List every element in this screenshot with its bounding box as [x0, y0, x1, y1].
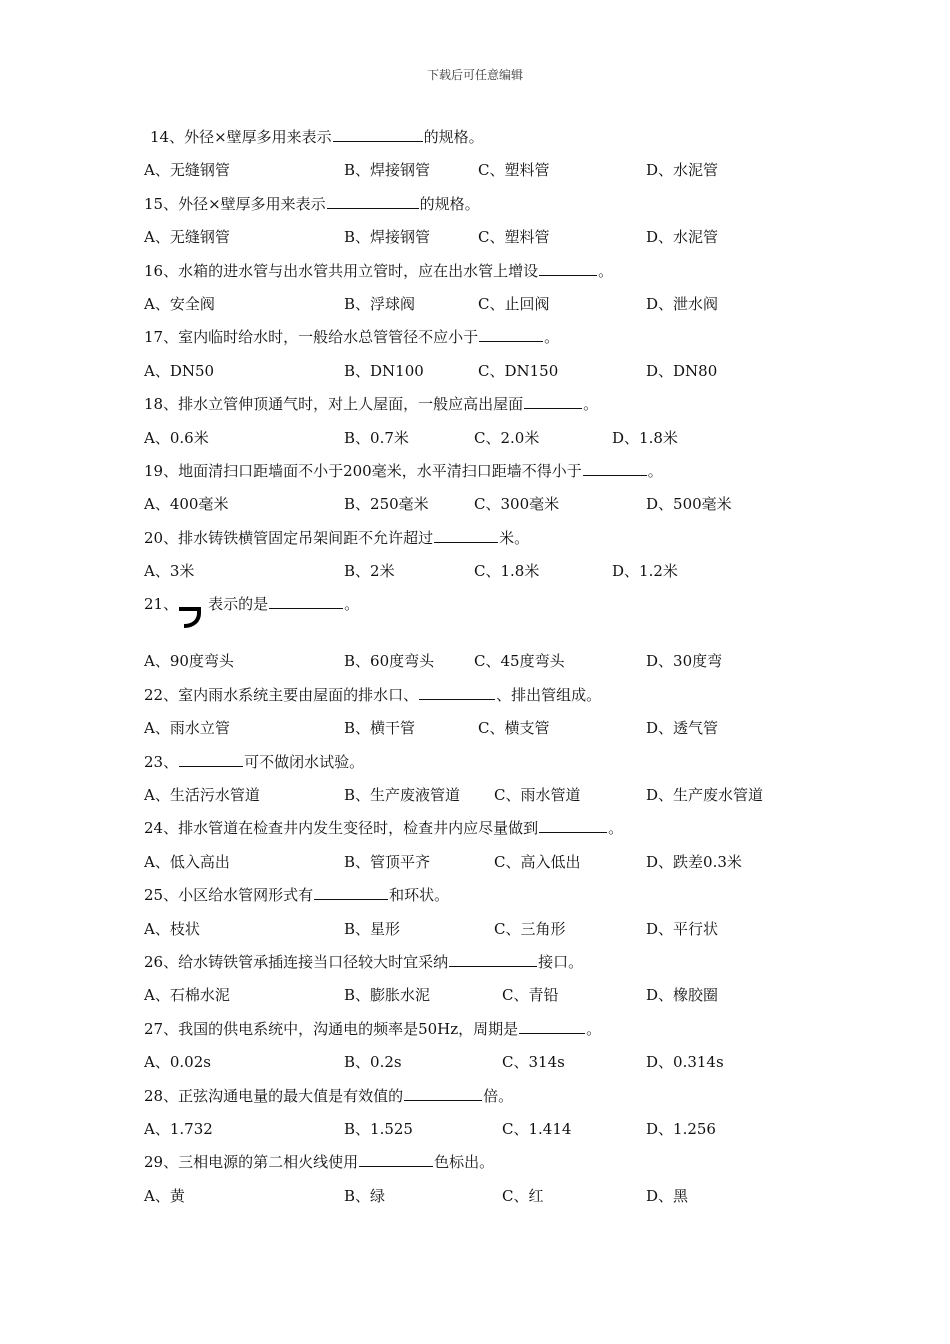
question-text: [144, 817, 623, 839]
option-c: C、314s: [502, 1053, 565, 1072]
option-a: A、1.732: [144, 1119, 213, 1138]
option-row: [0, 717, 950, 750]
question-suffix: 的规格。: [419, 194, 480, 213]
option-a: A、雨水立管: [144, 719, 230, 738]
option-a: A、低入高出: [144, 852, 230, 871]
option-d: D、1.8米: [612, 428, 678, 447]
option-b: B、管顶平齐: [344, 852, 431, 871]
question-suffix: 、排出管组成。: [496, 685, 602, 704]
option-a: A、石棉水泥: [144, 986, 230, 1005]
option-d: D、30度弯: [646, 652, 723, 671]
question-text: [144, 393, 598, 415]
question-text: [144, 527, 529, 549]
answer-blank: [404, 1085, 482, 1101]
question-text: [144, 326, 559, 348]
question-suffix: 可不做闭水试验。: [244, 752, 365, 771]
option-c: C、青铅: [502, 986, 559, 1005]
question-stem: [0, 1151, 950, 1184]
option-b: B、浮球阀: [344, 294, 416, 313]
option-c: C、1.8米: [474, 562, 540, 581]
question-suffix: 。: [598, 261, 614, 280]
question-prompt: 室内临时给水时，一般给水总管管径不应小于: [178, 328, 479, 347]
option-d: D、透气管: [646, 719, 719, 738]
question-stem: [0, 326, 950, 359]
question-suffix: 的规格。: [423, 128, 484, 146]
question-prompt: 给水铸铁管承插连接当口径较大时宜采纳: [178, 952, 449, 971]
answer-blank: [419, 684, 495, 700]
option-a: A、400毫米: [144, 495, 229, 514]
option-row: [0, 851, 950, 884]
question-stem: [0, 884, 950, 917]
option-b: B、星形: [344, 919, 401, 938]
question-text: [144, 1151, 494, 1173]
answer-blank: [583, 460, 647, 476]
question-number: 25、: [144, 886, 179, 905]
question-stem: [0, 1018, 950, 1051]
option-row: [0, 1118, 950, 1151]
option-d: D、500毫米: [646, 495, 732, 514]
question-text: [144, 1018, 601, 1040]
option-c: C、横支管: [478, 719, 550, 738]
option-a: A、0.02s: [144, 1053, 211, 1072]
option-d: D、跌差0.3米: [646, 852, 742, 871]
question-prompt: 表示的是: [208, 595, 269, 614]
option-row: [0, 159, 950, 192]
answer-blank: [524, 393, 582, 409]
question-suffix: 色标出。: [434, 1153, 495, 1172]
answer-blank: [479, 326, 543, 342]
question-stem: [0, 393, 950, 426]
option-d: D、水泥管: [646, 161, 719, 180]
option-c: C、DN150: [478, 361, 559, 380]
option-row: [0, 560, 950, 593]
question-prompt: 外径×壁厚多用来表示: [184, 128, 332, 146]
option-b: B、1.525: [344, 1119, 413, 1138]
question-prompt: 排水铸铁横管固定吊架间距不允许超过: [178, 528, 434, 547]
question-number: 28、: [144, 1086, 179, 1105]
question-stem: [0, 817, 950, 850]
option-a: A、无缝钢管: [144, 161, 230, 180]
option-d: D、水泥管: [646, 228, 719, 247]
question-text: [144, 1085, 513, 1107]
option-a: A、生活污水管道: [144, 786, 260, 805]
option-c: C、红: [502, 1186, 544, 1205]
answer-blank: [539, 817, 607, 833]
option-d: D、泄水阀: [646, 294, 719, 313]
option-b: B、焊接钢管: [344, 228, 431, 247]
question-text: [144, 751, 364, 773]
option-a: A、安全阀: [144, 294, 215, 313]
question-suffix: 。: [544, 328, 560, 347]
question-stem: [0, 751, 950, 784]
option-d: D、DN80: [646, 361, 718, 380]
option-b: B、横干管: [344, 719, 416, 738]
option-d: D、黑: [646, 1186, 689, 1205]
option-a: A、3米: [144, 562, 195, 581]
option-row: [0, 984, 950, 1017]
option-c: C、2.0米: [474, 428, 540, 447]
question-text: [150, 126, 484, 148]
option-a: A、DN50: [144, 361, 215, 380]
question-list: [0, 126, 950, 1218]
option-c: C、三角形: [494, 919, 566, 938]
question-number: 18、: [144, 395, 179, 414]
question-text: [144, 684, 601, 706]
option-c: C、雨水管道: [494, 786, 581, 805]
answer-blank: [314, 884, 388, 900]
question-stem: [0, 951, 950, 984]
answer-blank: [333, 126, 423, 142]
option-c: C、300毫米: [474, 495, 560, 514]
question-text: [144, 260, 613, 282]
question-stem: [0, 684, 950, 717]
question-stem: [0, 460, 950, 493]
question-suffix: 和环状。: [389, 886, 450, 905]
question-suffix: 。: [608, 819, 624, 838]
question-number: 27、: [144, 1019, 179, 1038]
option-row: [0, 226, 950, 259]
option-row: [0, 427, 950, 460]
option-row: [0, 784, 950, 817]
option-b: B、生产废液管道: [344, 786, 461, 805]
question-number: 15、: [144, 194, 179, 213]
answer-blank: [449, 951, 537, 967]
answer-blank: [539, 260, 597, 276]
option-b: B、0.7米: [344, 428, 409, 447]
question-suffix: 。: [586, 1019, 602, 1038]
page-header-note: 下载后可任意编辑: [426, 68, 523, 82]
question-text: [144, 460, 663, 482]
answer-blank: [269, 593, 343, 609]
option-b: B、2米: [344, 562, 395, 581]
option-row: [0, 293, 950, 326]
answer-blank: [434, 527, 498, 543]
option-c: C、高入低出: [494, 852, 581, 871]
question-prompt: 正弦沟通电量的最大值是有效值的: [178, 1086, 404, 1105]
question-stem: [0, 1085, 950, 1118]
option-b: B、DN100: [344, 361, 424, 380]
option-c: C、塑料管: [478, 161, 550, 180]
question-suffix: 倍。: [483, 1086, 514, 1105]
question-prompt: 外径×壁厚多用来表示: [178, 194, 326, 213]
question-number: 23、: [144, 752, 179, 771]
question-stem: [0, 527, 950, 560]
question-number: 14、: [150, 128, 185, 146]
option-row: [0, 918, 950, 951]
option-b: B、焊接钢管: [344, 161, 431, 180]
question-suffix: 。: [647, 461, 663, 480]
question-number: 22、: [144, 685, 179, 704]
question-stem: [0, 126, 950, 159]
option-d: D、橡胶圈: [646, 986, 719, 1005]
question-prompt: 排水管道在检查井内发生变径时，检查井内应尽量做到: [178, 819, 539, 838]
option-a: A、枝状: [144, 919, 200, 938]
option-b: B、250毫米: [344, 495, 429, 514]
question-suffix: 米。: [499, 528, 530, 547]
question-number: 17、: [144, 328, 179, 347]
option-d: D、1.256: [646, 1119, 716, 1138]
answer-blank: [327, 193, 419, 209]
question-prompt: 室内雨水系统主要由屋面的排水口、: [178, 685, 419, 704]
question-prompt: 地面清扫口距墙面不小于200毫米，水平清扫口距墙不得小于: [178, 461, 582, 480]
question-suffix: 。: [344, 595, 360, 614]
question-number: 26、: [144, 952, 179, 971]
option-row: [0, 493, 950, 526]
question-stem: [0, 593, 950, 650]
question-text: [144, 951, 583, 973]
question-suffix: 。: [583, 395, 599, 414]
option-a: A、90度弯头: [144, 652, 234, 671]
option-d: D、1.2米: [612, 562, 678, 581]
option-c: C、塑料管: [478, 228, 550, 247]
question-prompt: 我国的供电系统中，沟通电的频率是50Hz，周期是: [178, 1019, 519, 1038]
option-d: D、生产废水管道: [646, 786, 764, 805]
answer-blank: [179, 751, 243, 767]
option-b: B、绿: [344, 1186, 386, 1205]
option-c: C、止回阀: [478, 294, 550, 313]
elbow-symbol-icon: [175, 599, 205, 629]
answer-blank: [359, 1151, 433, 1167]
option-d: D、0.314s: [646, 1053, 724, 1072]
option-row: [0, 1051, 950, 1084]
question-suffix: 接口。: [538, 952, 584, 971]
question-number: 21、: [144, 595, 179, 614]
option-b: B、60度弯头: [344, 652, 435, 671]
option-row: [0, 650, 950, 683]
option-b: B、0.2s: [344, 1053, 402, 1072]
question-number: 20、: [144, 528, 179, 547]
question-number: 29、: [144, 1153, 179, 1172]
answer-blank: [519, 1018, 585, 1034]
option-a: A、黄: [144, 1186, 185, 1205]
option-row: [0, 360, 950, 393]
question-number: 19、: [144, 461, 179, 480]
question-number: 16、: [144, 261, 179, 280]
option-d: D、平行状: [646, 919, 719, 938]
question-prompt: 三相电源的第二相火线使用: [178, 1153, 359, 1172]
option-row: [0, 1185, 950, 1218]
question-text: [144, 193, 480, 215]
option-a: A、0.6米: [144, 428, 209, 447]
question-stem: [0, 260, 950, 293]
option-a: A、无缝钢管: [144, 228, 230, 247]
question-text: [144, 884, 449, 906]
question-stem: [0, 193, 950, 226]
question-prompt: 排水立管伸顶通气时，对上人屋面，一般应高出屋面: [178, 395, 524, 414]
option-b: B、膨胀水泥: [344, 986, 431, 1005]
option-c: C、45度弯头: [474, 652, 565, 671]
option-c: C、1.414: [502, 1119, 572, 1138]
question-number: 24、: [144, 819, 179, 838]
question-prompt: 水箱的进水管与出水管共用立管时，应在出水管上增设: [178, 261, 539, 280]
question-prompt: 小区给水管网形式有: [178, 886, 314, 905]
